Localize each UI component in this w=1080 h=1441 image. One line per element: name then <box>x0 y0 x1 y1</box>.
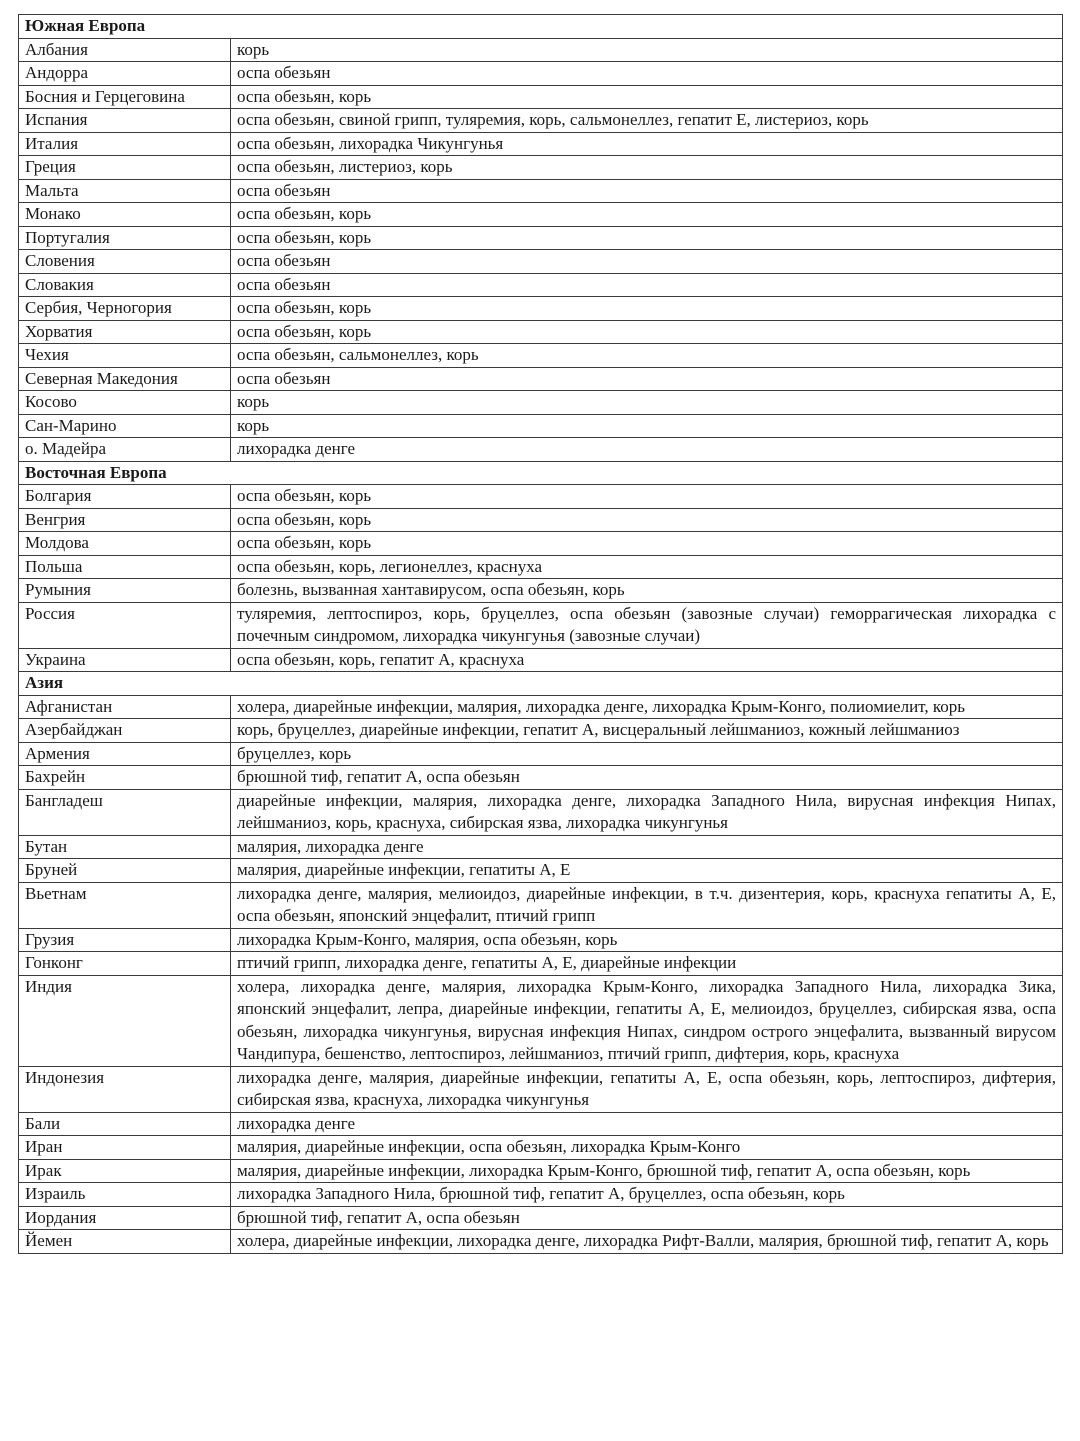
table-row <box>19 85 1063 109</box>
country-cell: Северная Македония <box>19 367 231 391</box>
table-row <box>19 344 1063 368</box>
country-cell: Йемен <box>19 1230 231 1254</box>
table-row <box>19 975 1063 1066</box>
table-row <box>19 928 1063 952</box>
table-row <box>19 156 1063 180</box>
diseases-cell: оспа обезьян, корь <box>231 320 1063 344</box>
table-row <box>19 789 1063 835</box>
country-cell: Чехия <box>19 344 231 368</box>
country-cell: Андорра <box>19 62 231 86</box>
diseases-cell: оспа обезьян, корь <box>231 297 1063 321</box>
diseases-cell: лихорадка Западного Нила, брюшной тиф, гепатит А, бруцеллез, оспа обезьян, корь <box>231 1183 1063 1207</box>
table-row <box>19 1112 1063 1136</box>
diseases-cell: лихорадка денге <box>231 438 1063 462</box>
table-row <box>19 485 1063 509</box>
diseases-cell: холера, диарейные инфекции, малярия, лихорадка денге, лихорадка Крым-Конго, полиомиелит, корь <box>231 695 1063 719</box>
diseases-cell: малярия, диарейные инфекции, оспа обезьян, лихорадка Крым-Конго <box>231 1136 1063 1160</box>
diseases-cell: оспа обезьян, корь <box>231 485 1063 509</box>
table-row <box>19 695 1063 719</box>
country-cell: Греция <box>19 156 231 180</box>
diseases-cell: брюшной тиф, гепатит А, оспа обезьян <box>231 1206 1063 1230</box>
diseases-cell: малярия, диарейные инфекции, лихорадка Крым-Конго, брюшной тиф, гепатит А, оспа обезьян, корь <box>231 1159 1063 1183</box>
country-cell: Болгария <box>19 485 231 509</box>
country-cell: Индия <box>19 975 231 1066</box>
country-cell: Сербия, Черногория <box>19 297 231 321</box>
diseases-cell: оспа обезьян, корь <box>231 226 1063 250</box>
table-row <box>19 579 1063 603</box>
country-cell: Румыния <box>19 579 231 603</box>
diseases-cell: птичий грипп, лихорадка денге, гепатиты А, Е, диарейные инфекции <box>231 952 1063 976</box>
table-row <box>19 109 1063 133</box>
country-cell: Россия <box>19 602 231 648</box>
country-cell: Грузия <box>19 928 231 952</box>
country-cell: Хорватия <box>19 320 231 344</box>
diseases-cell: лихорадка Крым-Конго, малярия, оспа обезьян, корь <box>231 928 1063 952</box>
country-cell: Монако <box>19 203 231 227</box>
country-cell: Бахрейн <box>19 766 231 790</box>
diseases-cell: лихорадка денге, малярия, мелиоидоз, диарейные инфекции, в т.ч. дизентерия, корь, краснуха гепатиты А, Е, оспа обезьян, японский энцефалит, птичий грипп <box>231 882 1063 928</box>
table-row <box>19 320 1063 344</box>
diseases-cell: оспа обезьян <box>231 273 1063 297</box>
country-cell: Бали <box>19 1112 231 1136</box>
table-row <box>19 835 1063 859</box>
country-cell: Бруней <box>19 859 231 883</box>
table-row <box>19 179 1063 203</box>
country-cell: Молдова <box>19 532 231 556</box>
country-cell: Венгрия <box>19 508 231 532</box>
diseases-cell: бруцеллез, корь <box>231 742 1063 766</box>
country-cell: Испания <box>19 109 231 133</box>
country-cell: Албания <box>19 38 231 62</box>
table-row <box>19 602 1063 648</box>
country-cell: Ирак <box>19 1159 231 1183</box>
diseases-cell: брюшной тиф, гепатит А, оспа обезьян <box>231 766 1063 790</box>
table-row <box>19 367 1063 391</box>
table-row <box>19 273 1063 297</box>
country-cell: Бутан <box>19 835 231 859</box>
diseases-cell: оспа обезьян <box>231 62 1063 86</box>
table-row <box>19 132 1063 156</box>
country-cell: Афганистан <box>19 695 231 719</box>
country-cell: Италия <box>19 132 231 156</box>
country-cell: Польша <box>19 555 231 579</box>
country-cell: Украина <box>19 648 231 672</box>
country-cell: Косово <box>19 391 231 415</box>
diseases-cell: оспа обезьян, корь <box>231 508 1063 532</box>
diseases-cell: малярия, диарейные инфекции, гепатиты А, Е <box>231 859 1063 883</box>
table-row <box>19 719 1063 743</box>
country-cell: Армения <box>19 742 231 766</box>
country-cell: Иран <box>19 1136 231 1160</box>
table-row <box>19 438 1063 462</box>
diseases-cell: оспа обезьян <box>231 250 1063 274</box>
diseases-cell: малярия, лихорадка денге <box>231 835 1063 859</box>
country-cell: Гонконг <box>19 952 231 976</box>
diseases-cell: лихорадка денге <box>231 1112 1063 1136</box>
table-row <box>19 508 1063 532</box>
diseases-cell: оспа обезьян, листериоз, корь <box>231 156 1063 180</box>
country-cell: о. Мадейра <box>19 438 231 462</box>
country-cell: Израиль <box>19 1183 231 1207</box>
country-cell: Иордания <box>19 1206 231 1230</box>
diseases-cell: оспа обезьян, свиной грипп, туляремия, корь, сальмонеллез, гепатит Е, листериоз, корь <box>231 109 1063 133</box>
table-row <box>19 250 1063 274</box>
country-cell: Сан-Марино <box>19 414 231 438</box>
country-cell: Словения <box>19 250 231 274</box>
diseases-cell: оспа обезьян, лихорадка Чикунгунья <box>231 132 1063 156</box>
table-row <box>19 859 1063 883</box>
country-cell: Словакия <box>19 273 231 297</box>
diseases-cell: корь, бруцеллез, диарейные инфекции, гепатит А, висцеральный лейшманиоз, кожный лейшманиоз <box>231 719 1063 743</box>
table-row <box>19 532 1063 556</box>
section-title: Азия <box>19 672 1063 696</box>
country-cell: Мальта <box>19 179 231 203</box>
table-row <box>19 391 1063 415</box>
table-row <box>19 414 1063 438</box>
section-header-row <box>19 15 1063 39</box>
section-title: Южная Европа <box>19 15 1063 39</box>
country-cell: Португалия <box>19 226 231 250</box>
diseases-cell: корь <box>231 391 1063 415</box>
table-row <box>19 1136 1063 1160</box>
country-cell: Вьетнам <box>19 882 231 928</box>
table-row <box>19 648 1063 672</box>
diseases-cell: оспа обезьян, корь <box>231 532 1063 556</box>
table-row <box>19 297 1063 321</box>
diseases-cell: оспа обезьян, корь <box>231 203 1063 227</box>
diseases-cell: оспа обезьян <box>231 179 1063 203</box>
table-row <box>19 203 1063 227</box>
table-row <box>19 555 1063 579</box>
country-cell: Индонезия <box>19 1066 231 1112</box>
section-header-row <box>19 672 1063 696</box>
diseases-cell: оспа обезьян, корь, легионеллез, краснуха <box>231 555 1063 579</box>
country-cell: Бангладеш <box>19 789 231 835</box>
table-row <box>19 226 1063 250</box>
country-cell: Босния и Герцеговина <box>19 85 231 109</box>
diseases-cell: оспа обезьян, сальмонеллез, корь <box>231 344 1063 368</box>
diseases-cell: корь <box>231 38 1063 62</box>
table-row <box>19 766 1063 790</box>
table-row <box>19 62 1063 86</box>
diseases-cell: болезнь, вызванная хантавирусом, оспа обезьян, корь <box>231 579 1063 603</box>
table-row <box>19 882 1063 928</box>
country-cell: Азербайджан <box>19 719 231 743</box>
table-row <box>19 742 1063 766</box>
diseases-cell: туляремия, лептоспироз, корь, бруцеллез, оспа обезьян (завозные случаи) геморрагическая лихорадка с почечным синдромом, лихорадка чикунгунья (завозные случаи) <box>231 602 1063 648</box>
section-header-row <box>19 461 1063 485</box>
table-row <box>19 1159 1063 1183</box>
diseases-cell: оспа обезьян, корь <box>231 85 1063 109</box>
table-row <box>19 1206 1063 1230</box>
table-row <box>19 952 1063 976</box>
diseases-cell: оспа обезьян, корь, гепатит А, краснуха <box>231 648 1063 672</box>
table-row <box>19 38 1063 62</box>
table-row <box>19 1230 1063 1254</box>
section-title: Восточная Европа <box>19 461 1063 485</box>
table-row <box>19 1183 1063 1207</box>
table-row <box>19 1066 1063 1112</box>
diseases-cell: оспа обезьян <box>231 367 1063 391</box>
diseases-cell: холера, диарейные инфекции, лихорадка денге, лихорадка Рифт-Валли, малярия, брюшной тиф, гепатит А, корь <box>231 1230 1063 1254</box>
diseases-cell: диарейные инфекции, малярия, лихорадка денге, лихорадка Западного Нила, вирусная инфекция Нипах, лейшманиоз, корь, краснуха, сибирская язва, лихорадка чикунгунья <box>231 789 1063 835</box>
diseases-cell: корь <box>231 414 1063 438</box>
diseases-cell: холера, лихорадка денге, малярия, лихорадка Крым-Конго, лихорадка Западного Нила, лихорадка Зика, японский энцефалит, лепра, диарейные инфекции, гепатиты А, Е, мелиоидоз, бруцеллез, сибирская язва, оспа обезьян, лихорадка чикунгунья, вирусная инфекция Нипах, синдром острого энцефалита, вызванный вирусом Чандипура, бешенство, лептоспироз, лейшманиоз, птичий грипп, дифтерия, корь, краснуха <box>231 975 1063 1066</box>
diseases-cell: лихорадка денге, малярия, диарейные инфекции, гепатиты А, Е, оспа обезьян, корь, лептоспироз, дифтерия, сибирская язва, краснуха, лихорадка чикунгунья <box>231 1066 1063 1112</box>
disease-table <box>18 14 1063 1254</box>
